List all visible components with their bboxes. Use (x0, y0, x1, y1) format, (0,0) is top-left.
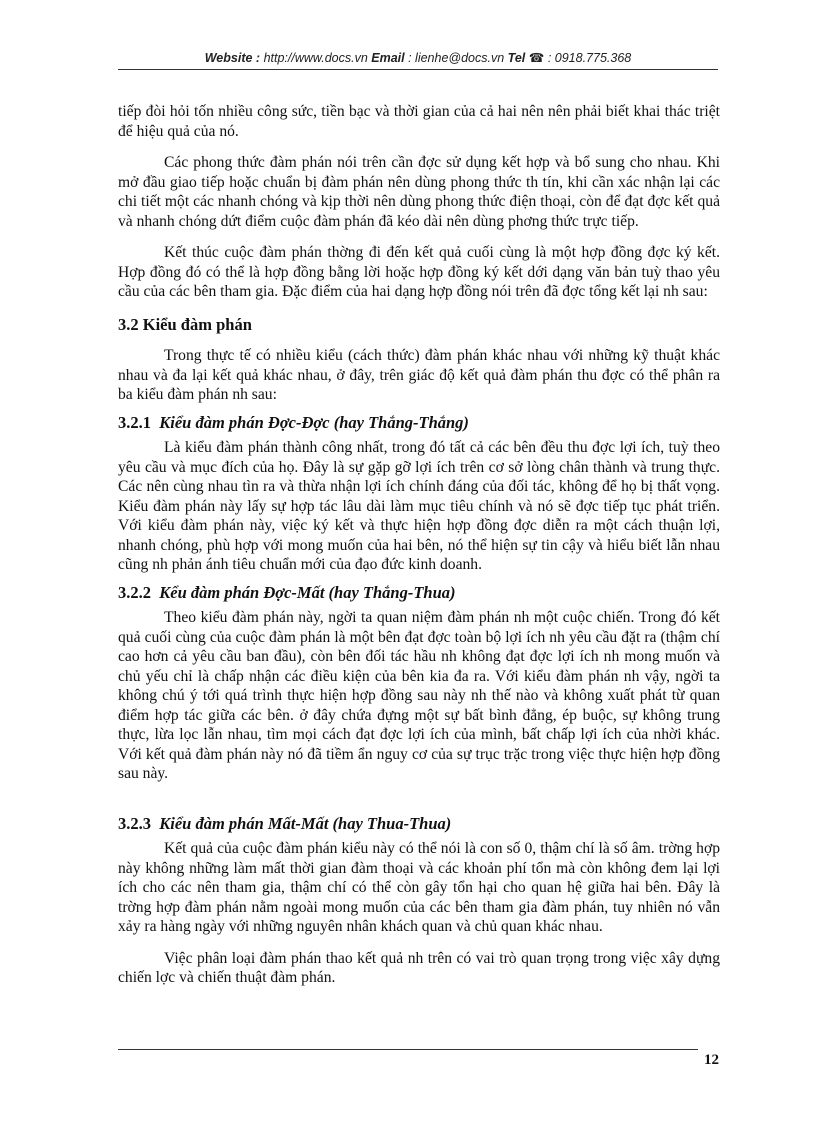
subsection-heading (118, 583, 720, 603)
paragraph: Trong thực tế có nhiều kiểu (cách thức) đàm phán khác nhau với những kỹ thuật khác nhau và đa lại kết quả khác nhau, ở đây, trên giác độ kết quả đàm phán thu đợc có thể phân ra ba kiểu đàm phán nh sau: (118, 347, 720, 403)
header-divider (118, 69, 718, 70)
paragraph: Các phong thức đàm phán nói trên cần đợc sử dụng kết hợp và bổ sung cho nhau. Khi mở đầu giao tiếp hoặc chuẩn bị đàm phán nên dùng phong thức th tín, khi cần xác nhận lại các chi tiết một các nhanh chóng và kịp thời nên dùng phong thức điện thoại, còn để đạt đợc kết quả và nhanh chóng dứt điểm cuộc đàm phán đã kéo dài nên dùng phơng thức trực tiếp. (118, 154, 720, 230)
paragraph: tiếp đòi hỏi tốn nhiều công sức, tiền bạc và thời gian của cả hai nên nên phải biết khai thác triệt để hiệu quả của nó. (118, 103, 720, 140)
subsection-title: Kiểu đàm phán Đợc-Đợc (hay Thắng-Thắng) (159, 412, 469, 432)
email-label: Email (371, 51, 405, 65)
footer-divider (118, 1049, 698, 1050)
page-number: 12 (704, 1052, 719, 1068)
paragraph: Theo kiểu đàm phán này, ngời ta quan niệm đàm phán nh một cuộc chiến. Trong đó kết quả cuối cùng của cuộc đàm phán là một bên đạt đợc toàn bộ lợi ích nh yêu cầu đặt ra (thậm chí cao hơn cả yêu cầu ban đầu), còn bên đối tác hầu nh không đạt đợc lợi ích nh mong muốn và chủ yếu chỉ là chấp nhận các điều kiện của bên kia đa ra. Với kiểu đàm phán nh vậy, ngời ta không chú ý tới quá trình thực hiện hợp đồng sau này nh thế nào và không xuất phát từ quan điểm hợp tác giữa các bên. ở đây chứa đựng một sự bất bình đẳng, ép buộc, sự không trung thực, lừa lọc lẫn nhau, tìm mọi cách đạt đợc lợi ích của mình, bất chấp lợi ích của nhời khác. Với kết quả đàm phán này nó đã tiềm ẩn nguy cơ của sự trục trặc trong việc thực hiện hợp đồng sau này. (118, 609, 720, 782)
phone-icon: ☎ (528, 51, 545, 65)
subsection-title: Kểu đàm phán Đợc-Mất (hay Thắng-Thua) (159, 582, 456, 602)
subsection-title: Kiểu đàm phán Mất-Mất (hay Thua-Thua) (159, 813, 452, 833)
page-body (118, 102, 720, 988)
tel-label: Tel (507, 51, 526, 65)
subsection-number: 3.2.3 (118, 813, 151, 833)
paragraph: Kết quả của cuộc đàm phán kiểu này có thể nói là con số 0, thậm chí là số âm. trờng hợp này không những làm mất thời gian đàm thoại và các khoản phí tổn mà còn không đem lại lợi ích cho các nên tham gia, thậm chí có thể còn gây tổn hại cho quan hệ giữa hai bên. Đây là trờng hợp đàm phán nằm ngoài mong muốn của các bên tham gia đàm phán, tuy nhiên nó vẫn xảy ra hàng ngày với những nguyên nhân khách quan và chủ quan khác nhau. (118, 840, 720, 935)
website-label: Website : (204, 51, 261, 65)
subsection-heading (118, 814, 720, 834)
tel-value: : 0918.775.368 (547, 51, 632, 65)
subsection-number: 3.2.2 (118, 582, 151, 602)
subsection-heading (118, 413, 720, 433)
subsection-number: 3.2.1 (118, 412, 151, 432)
section-heading: 3.2 Kiểu đàm phán (118, 314, 252, 334)
paragraph: Là kiểu đàm phán thành công nhất, trong đó tất cả các bên đều thu đợc lợi ích, tuỳ theo yêu cầu và mục đích của họ. Đây là sự gặp gỡ lợi ích trên cơ sở lòng chân thành và trung thực. Các nên cùng nhau tìn ra và thừa nhận lợi ích chính đáng của đối tác, không để họ bị thất vọng. Kiểu đàm phán này lấy sự hợp tác lâu dài làm mục tiêu chính và nó sẽ đợc tiếp tục phát triển. Với kiểu đàm phán này, việc ký kết và thực hiện hợp đồng đợc diễn ra một cách thuận lợi, nhanh chóng, phù hợp với mong muốn của hai bên, nó thể hiện sự tin cậy và hiểu biết lẫn nhau cũng nh phản ánh tiêu chuẩn mới của đạo đức kinh doanh. (118, 439, 720, 573)
paragraph: Kết thúc cuộc đàm phán thờng đi đến kết quả cuối cùng là một hợp đồng đợc ký kết. Hợp đồng đó có thể là hợp đồng bằng lời hoặc hợp đồng ký kết dới dạng văn bản tuỳ thao yêu cầu của các bên tham gia. Đặc điểm của hai dạng hợp đồng nói trên đã đợc tổng kết lại nh sau: (118, 244, 720, 300)
page-header (118, 50, 718, 65)
website-url[interactable]: http://www.docs.vn (263, 51, 368, 65)
email-value[interactable]: : lienhe@docs.vn (408, 51, 505, 65)
paragraph: Việc phân loại đàm phán thao kết quả nh trên có vai trò quan trọng trong việc xây dựng chiến lợc và chiến thuật đàm phán. (118, 949, 720, 986)
